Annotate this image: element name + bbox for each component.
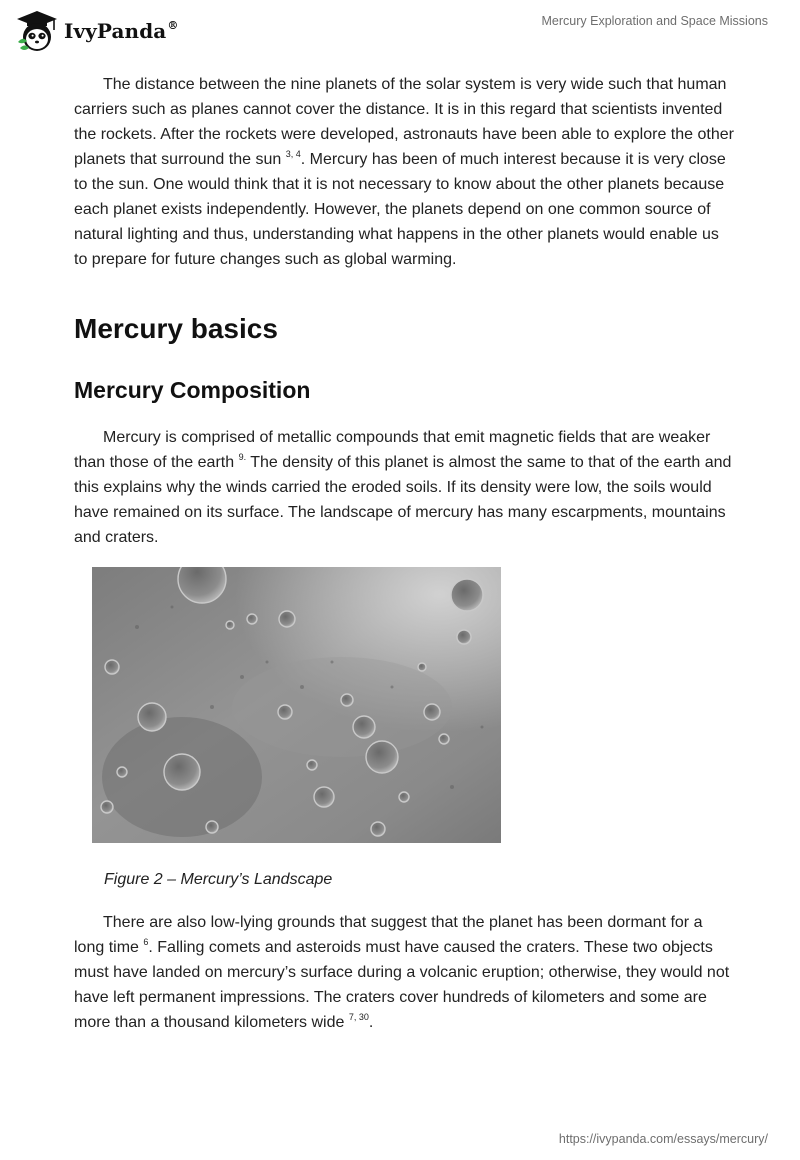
mercury-landscape-image	[92, 567, 501, 843]
citation-ref: 7, 30	[348, 1012, 369, 1022]
page-header	[0, 0, 800, 60]
mercury-surface-illustration	[92, 567, 501, 843]
citation-ref: 6	[143, 937, 149, 947]
ivypanda-logo[interactable]	[14, 8, 178, 54]
figure-caption: Figure 2 – Mercury’s Landscape	[104, 871, 333, 888]
subsection-heading: Mercury Composition	[74, 377, 311, 403]
intro-paragraph: The distance between the nine planets of the solar system is very wide such that human carriers such as planes cannot cover the distance. It is in this regard that scientists invented the rockets. After the rockets were developed, astronauts have been able to explore the other planets that surround the sun $^{3, 4}$. Mercury has been of much interest because it is very close to the sun. One would think that it is not necessary to know about the other planets because each planet exists independently. However, the planets depend on one common source of natural lighting and thus, understanding what happens in the other planets would enable us to prepare for future changes such as global warming.	[74, 76, 734, 268]
craters-paragraph-block	[74, 910, 734, 1035]
craters-paragraph: There are also low-lying grounds that suggest that the planet has been dormant for a long time $^6$. Falling comets and asteroids must have caused the craters. These two objects must have landed on mercury’s surface during a volcanic eruption; otherwise, they would not have left permanent impressions. The craters cover hundreds of kilometers and some are more than a thousand kilometers wide $^{7, 30}$.	[74, 914, 730, 1031]
intro-paragraph-block	[74, 72, 734, 272]
source-url-link[interactable]: https://ivypanda.com/essays/mercury/	[558, 1132, 768, 1146]
section-heading: Mercury basics	[74, 313, 278, 344]
composition-paragraph: Mercury is comprised of metallic compounds that emit magnetic fields that are weaker than those of the earth $^{9.}$ The density of this planet is almost the same to that of the earth and this explains why the winds carried the eroded soils. If its density were low, the soils would have remained on its surface. The landscape of mercury has many escarpments, mountains and craters.	[74, 429, 732, 546]
logo-wordmark: IvyPanda®	[64, 19, 179, 43]
citation-ref: 3, 4	[285, 149, 301, 159]
document-title: Mercury Exploration and Space Missions	[541, 14, 768, 28]
composition-paragraph-block	[74, 425, 734, 550]
citation-ref: 9.	[238, 452, 247, 462]
panda-graduate-icon	[14, 8, 60, 54]
